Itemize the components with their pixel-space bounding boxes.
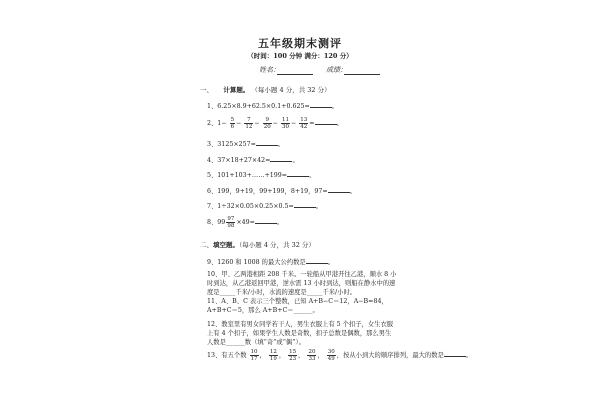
answer-blank (328, 186, 350, 193)
answer-blank (310, 101, 332, 108)
question-10: 10、甲、乙两港相距 208 千米。一轮船从甲港开往乙港，顺水 8 小时到达，从乙港返回甲港，逆水需 13 小时到达，则船在静水中的速度是_____千米/小时，水流的速度是_____千米/小时。 (207, 271, 397, 297)
answer-blank (255, 217, 277, 224)
fraction: $\frac{7}{12}$ (245, 117, 253, 131)
question-13: 13、有五个数 $\frac{10}{17}$ ， $\frac{12}{19}$ ， $\frac{15}{23}$ ， $\frac{20}{33}$ ， $\frac{30}{49}$ ，按从小到大的顺序排列，最大的数是 。 (207, 349, 473, 363)
section1-number: 一、 (200, 86, 213, 94)
answer-blank (315, 118, 337, 125)
fraction: $\frac{13}{42}$ (300, 117, 308, 131)
section1-title: 计算题。 (223, 86, 250, 94)
score-blank (344, 74, 380, 75)
answer-blank (294, 201, 316, 208)
fraction: $\frac{11}{30}$ (282, 117, 289, 131)
fraction: $\frac{10}{17}$ (250, 349, 258, 363)
fraction: $\frac{97}{98}$ (227, 216, 235, 230)
score-label: 成绩： (326, 66, 347, 74)
name-label: 姓名： (259, 66, 280, 74)
question-1: 1、6.25×8.9+62.5×0.1+0.625= 。 (207, 103, 339, 110)
fraction: $\frac{15}{23}$ (289, 349, 297, 363)
question-5: 5、101+103+……+199= 。 (207, 172, 316, 179)
fraction: $\frac{9}{20}$ (263, 117, 271, 131)
page-subtitle: （时间：100 分钟 满分：120 分） (247, 52, 353, 60)
section2-note: （每小题 4 分，共 32 分） (239, 241, 315, 249)
question-3: 3、3125×257= 。 (207, 141, 285, 148)
answer-blank (256, 139, 278, 146)
fraction: $\frac{20}{33}$ (308, 349, 316, 363)
question-9: 9、1260 和 1008 的最大公约数是 。 (207, 259, 335, 266)
name-blank (277, 74, 313, 75)
answer-blank (444, 350, 466, 357)
section1-heading (200, 85, 331, 94)
section2-title: 填空题。 (213, 241, 239, 249)
section1-note: （每小题 4 分，共 32 分） (251, 86, 331, 94)
answer-blank (287, 170, 309, 177)
section2-number: 二、 (200, 241, 213, 249)
fraction: $\frac{12}{19}$ (269, 349, 277, 363)
question-2: 2、1− $\frac{5}{6}$ − $\frac{7}{12}$ − $\frac{9}{20}$ − $\frac{11}{30}$ − $\frac{13}{42}$ = 。 (207, 117, 343, 131)
question-11: 11、A、B、C 表示三个整数，已知 A+B−C＝12，A−B=84， A+B+C＝5，那么 A+B+C＝______。 (207, 298, 388, 315)
answer-blank (306, 257, 328, 264)
page-title: 五年级期末测评 (258, 37, 342, 50)
fraction: $\frac{30}{49}$ (327, 349, 335, 363)
question-7: 7、1÷32×0.05×0.25×0.5= 。 (207, 203, 323, 210)
question-4: 4、37×18+27×42= 。 (207, 157, 299, 164)
answer-blank (270, 155, 292, 162)
question-6: 6、199，9+19，99+199，8+19，97= 。 (207, 188, 356, 195)
question-12: 12、教室里有男女同学若干人，男生衣服上有 5 个扣子，女生衣服上有 4 个扣子，如果学生人数是奇数，扣子总数是偶数，那么男生人数是______数（填“奇”或“偶”）。 (207, 321, 394, 347)
fraction: $\frac{5}{6}$ (230, 117, 235, 131)
question-8: 8、99 $\frac{97}{98}$ ×49= 。 (207, 216, 284, 230)
section2-heading (200, 240, 315, 249)
